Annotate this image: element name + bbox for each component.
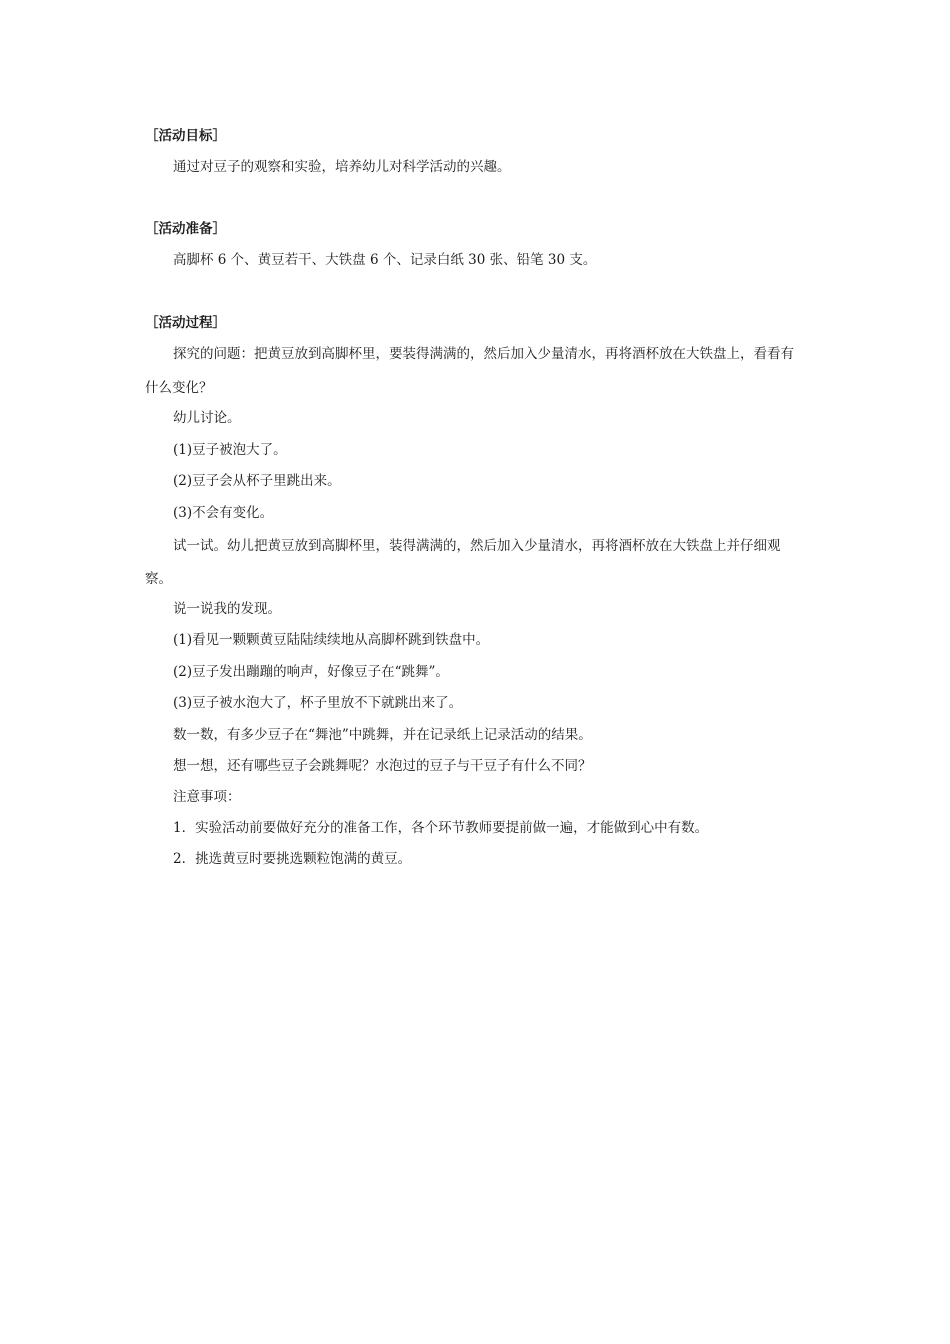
- question-line-2: 什么变化？: [145, 380, 213, 396]
- note-item: 1．实验活动前要做好充分的准备工作，各个环节教师要提前做一遍，才能做到心中有数。: [173, 820, 709, 836]
- guess-item: (1)豆子被泡大了。: [173, 442, 287, 458]
- note-item: 2．挑选黄豆时要挑选颗粒饱满的黄豆。: [173, 851, 412, 867]
- notes-title: 注意事项：: [173, 789, 241, 805]
- say-text: 说一说我的发现。: [173, 601, 281, 617]
- count-text: 数一数，有多少豆子在“舞池”中跳舞，并在记录纸上记录活动的结果。: [173, 727, 592, 743]
- prep-heading: ［活动准备］: [145, 221, 226, 237]
- goal-heading: ［活动目标］: [145, 128, 226, 144]
- question-line-1: 探究的问题：把黄豆放到高脚杯里，要装得满满的，然后加入少量清水，再将酒杯放在大铁盘上，看看有: [173, 346, 794, 362]
- prep-text: 高脚杯 6 个、黄豆若干、大铁盘 6 个、记录白纸 30 张、铅笔 30 支。: [173, 252, 597, 268]
- finding-item: (1)看见一颗颗黄豆陆陆续续地从高脚杯跳到铁盘中。: [173, 632, 490, 648]
- guess-item: (3)不会有变化。: [173, 505, 274, 521]
- finding-item: (2)豆子发出蹦蹦的响声，好像豆子在“跳舞”。: [173, 664, 449, 680]
- try-line-1: 试一试。幼儿把黄豆放到高脚杯里，装得满满的，然后加入少量清水，再将酒杯放在大铁盘上并仔细观: [173, 538, 781, 554]
- finding-item: (3)豆子被水泡大了，杯子里放不下就跳出来了。: [173, 695, 463, 711]
- goal-text: 通过对豆子的观察和实验，培养幼儿对科学活动的兴趣。: [173, 159, 511, 175]
- discuss-text: 幼儿讨论。: [173, 410, 241, 426]
- process-heading: ［活动过程］: [145, 315, 226, 331]
- guess-item: (2)豆子会从杯子里跳出来。: [173, 473, 341, 489]
- try-line-2: 察。: [145, 571, 172, 587]
- think-text: 想一想，还有哪些豆子会跳舞呢？水泡过的豆子与干豆子有什么不同？: [173, 758, 592, 774]
